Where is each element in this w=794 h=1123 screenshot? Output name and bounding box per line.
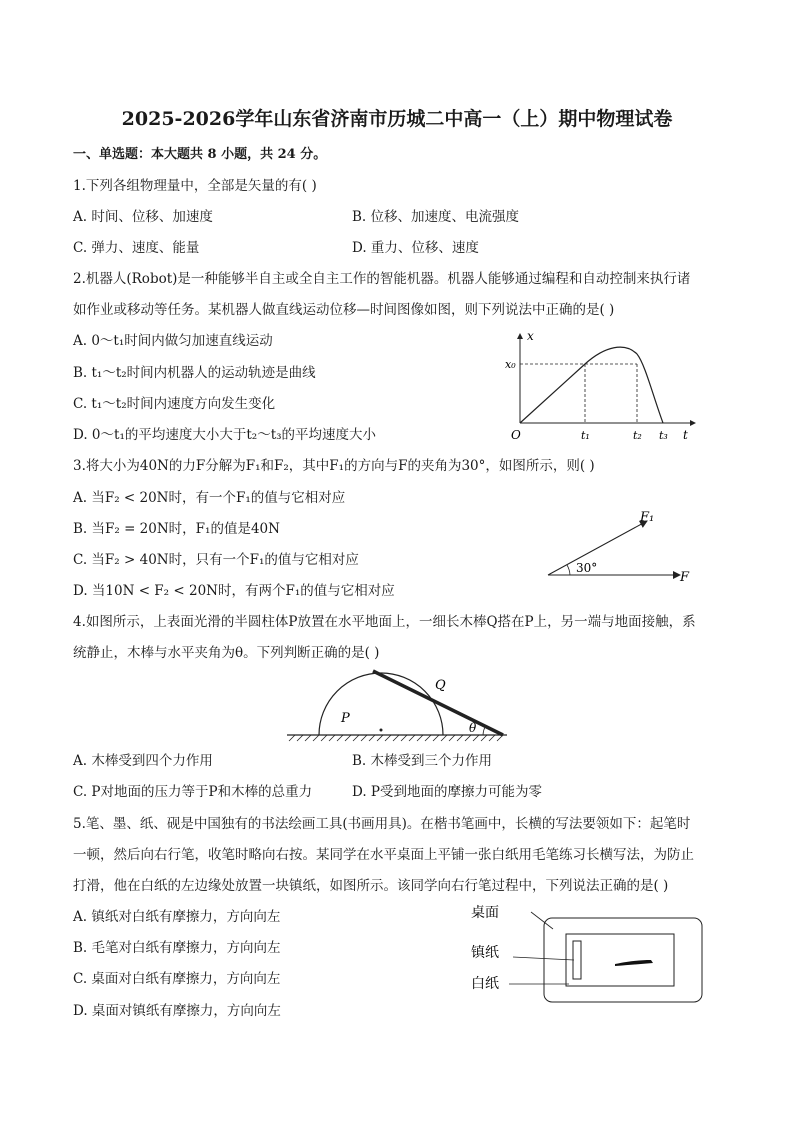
- force-f1-arrow: [548, 521, 647, 575]
- t2-label: t₂: [633, 429, 642, 442]
- q3-option-c: C. 当F₂ > 40N时，只有一个F₁的值与它相对应: [73, 552, 359, 568]
- q5-stem-line3: 打滑，他在白纸的左边缘处放置一块镇纸，如图所示。该同学向右行笔过程中，下列说法正确的是( ): [73, 878, 669, 894]
- q4-option-a: A. 木棒受到四个力作用: [73, 753, 213, 769]
- q2-option-d: D. 0～t₁的平均速度大小大于t₂～t₃的平均速度大小: [73, 427, 377, 443]
- paper-label: 白纸: [471, 976, 499, 992]
- f-label: F: [680, 570, 690, 585]
- q3-option-d: D. 当10N < F₂ < 20N时，有两个F₁的值与它相对应: [73, 583, 395, 599]
- q2-option-b: B. t₁～t₂时间内机器人的运动轨迹是曲线: [73, 365, 316, 381]
- q3-option-a: A. 当F₂ < 20N时，有一个F₁的值与它相对应: [73, 490, 346, 506]
- desk-label: 桌面: [471, 905, 499, 921]
- page-title: 2025-2026学年山东省济南市历城二中高一（上）期中物理试卷: [121, 108, 673, 130]
- q5-stem-line2: 一顿，然后向右行笔，收笔时略向右按。某同学在水平桌面上平铺一张白纸用毛笔练习长横写法，为防止: [73, 847, 694, 863]
- q4-option-d: D. P受到地面的摩擦力可能为零: [352, 784, 543, 800]
- y-axis-label: x: [527, 329, 534, 343]
- q4-stem-line2: 统静止，木棒与水平夹角为θ。下列判断正确的是( ): [73, 645, 380, 661]
- desk-leader-line: [531, 912, 553, 929]
- semicylinder-p: [319, 673, 443, 735]
- origin-label: O: [511, 428, 521, 442]
- q4-stem-line1: 4.如图所示，上表面光滑的半圆柱体P放置在水平地面上，一细长木棒Q搭在P上，另一端与地面接触，系: [73, 614, 696, 630]
- paperweight-rect: [573, 941, 581, 979]
- q5-option-d: D. 桌面对镇纸有摩擦力，方向向左: [73, 1003, 281, 1019]
- q4-option-b: B. 木棒受到三个力作用: [352, 753, 493, 769]
- q5-option-a: A. 镇纸对白纸有摩擦力，方向向左: [73, 909, 281, 925]
- q-label: Q: [435, 678, 446, 693]
- q3-option-b: B. 当F₂ = 20N时，F₁的值是40N: [73, 521, 280, 537]
- x-axis-label: t: [683, 428, 688, 442]
- t1-label: t₁: [581, 429, 590, 442]
- q2-stem-line1: 2.机器人(Robot)是一种能够半自主或全自主工作的智能机器。机器人能够通过编程和自动控制来执行诸: [73, 271, 691, 287]
- q1-option-a: A. 时间、位移、加速度: [73, 209, 213, 225]
- p-label: P: [341, 711, 350, 726]
- x0-label: x₀: [505, 358, 516, 371]
- paper-rect: [566, 934, 674, 986]
- q5-option-c: C. 桌面对白纸有摩擦力，方向向左: [73, 971, 281, 987]
- q4-cylinder-diagram: [285, 668, 510, 746]
- paperweight-label: 镇纸: [471, 945, 499, 961]
- q2-xt-graph: [505, 326, 705, 446]
- q5-stem-line1: 5.笔、墨、纸、砚是中国独有的书法绘画工具(书画用具)。在楷书笔画中，长横的写法要领如下：起笔时: [73, 816, 691, 832]
- q2-option-a: A. 0～t₁时间内做匀加速直线运动: [73, 333, 273, 349]
- theta-arc: [483, 727, 485, 735]
- q3-force-diagram: [540, 505, 700, 585]
- q1-option-b: B. 位移、加速度、电流强度: [352, 209, 520, 225]
- center-dot: [380, 729, 383, 732]
- angle-arc: [567, 565, 570, 575]
- section-heading: 一、单选题：本大题共 8 小题，共 24 分。: [73, 147, 327, 162]
- ground-hatching: [289, 735, 503, 741]
- q3-stem: 3.将大小为40N的力F分解为F₁和F₂，其中F₁的方向与F的夹角为30°，如图所示，则( ): [73, 458, 595, 474]
- q5-option-b: B. 毛笔对白纸有摩擦力，方向向左: [73, 940, 281, 956]
- q1-stem: 1.下列各组物理量中，全部是矢量的有( ): [73, 178, 317, 194]
- t3-label: t₃: [659, 429, 668, 442]
- angle-label: 30°: [576, 561, 598, 575]
- theta-label: θ: [469, 721, 477, 735]
- q1-option-c: C. 弹力、速度、能量: [73, 240, 200, 256]
- q4-option-c: C. P对地面的压力等于P和木棒的总重力: [73, 784, 313, 800]
- q2-option-c: C. t₁～t₂时间内速度方向发生变化: [73, 396, 276, 412]
- xt-curve: [520, 347, 663, 423]
- q2-stem-line2: 如作业或移动等任务。某机器人做直线运动位移—时间图像如图，则下列说法中正确的是( ): [73, 302, 615, 318]
- q1-option-d: D. 重力、位移、速度: [352, 240, 479, 256]
- f1-label: F₁: [640, 510, 655, 525]
- q5-desk-diagram: [465, 898, 710, 1010]
- brush-stroke: [615, 960, 653, 966]
